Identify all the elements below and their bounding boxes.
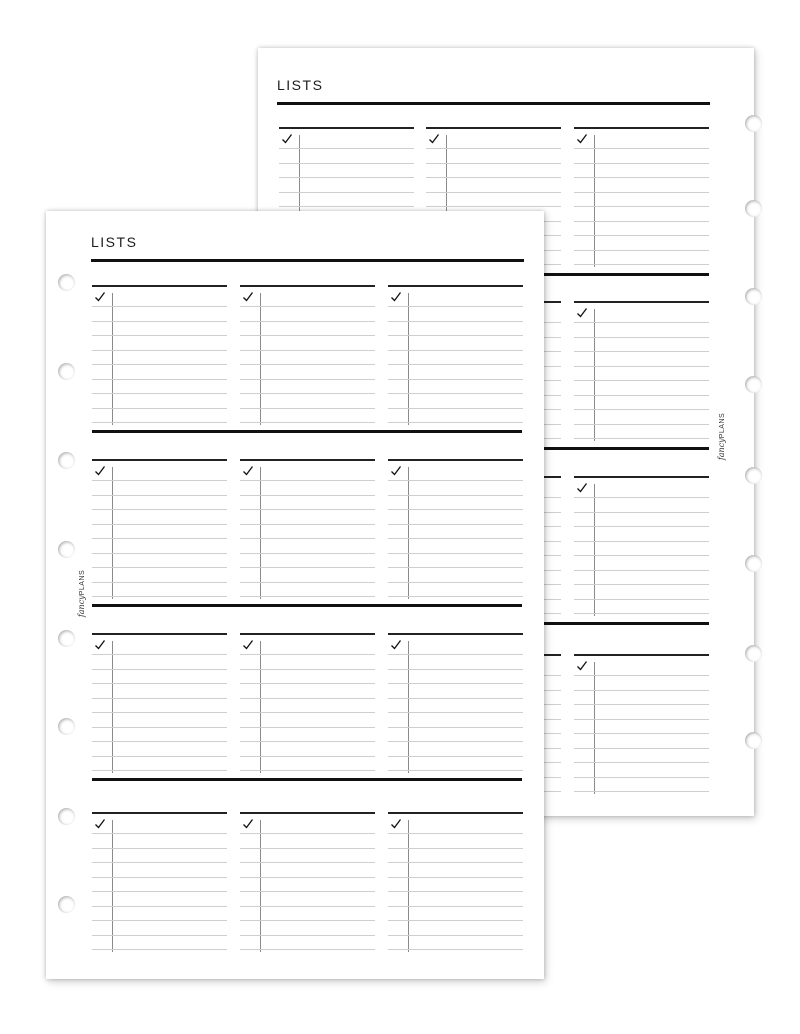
title-rule [91, 259, 524, 262]
list-line[interactable] [574, 791, 709, 792]
brand-mark: fancyPLANS [717, 412, 727, 461]
list-line[interactable] [92, 480, 227, 481]
list-line[interactable] [92, 949, 227, 950]
list-top-rule [388, 633, 523, 635]
list-line[interactable] [92, 524, 227, 525]
check-icon [576, 659, 588, 671]
binding-notch [745, 115, 762, 132]
list-line[interactable] [574, 541, 709, 542]
list-line[interactable] [574, 206, 709, 207]
checkbox-column-divider [112, 820, 113, 952]
checkbox-column-divider [408, 293, 409, 425]
check-icon [94, 290, 106, 302]
list-line[interactable] [574, 584, 709, 585]
list-line[interactable] [388, 833, 523, 834]
list-line[interactable] [388, 654, 523, 655]
binding-notch [58, 808, 75, 825]
list-line[interactable] [92, 567, 227, 568]
list-line[interactable] [574, 438, 709, 439]
binding-notch [58, 274, 75, 291]
checkbox-column-divider [594, 309, 595, 441]
section-divider [92, 430, 522, 433]
list-top-rule [92, 633, 227, 635]
list-line[interactable] [574, 409, 709, 410]
binding-notch [745, 467, 762, 484]
checkbox-column-divider [594, 662, 595, 794]
list-line[interactable] [92, 538, 227, 539]
list-line[interactable] [240, 698, 375, 699]
list-line[interactable] [388, 553, 523, 554]
list-box [92, 812, 227, 952]
check-icon [94, 464, 106, 476]
title-rule [277, 102, 710, 105]
list-line[interactable] [574, 380, 709, 381]
list-top-rule [388, 459, 523, 461]
check-icon [94, 638, 106, 650]
list-top-rule [92, 285, 227, 287]
list-line[interactable] [388, 935, 523, 936]
list-line[interactable] [388, 480, 523, 481]
list-line[interactable] [240, 393, 375, 394]
list-box [388, 812, 523, 952]
list-line[interactable] [240, 567, 375, 568]
list-line[interactable] [92, 862, 227, 863]
list-line[interactable] [426, 206, 561, 207]
list-line[interactable] [240, 538, 375, 539]
list-line[interactable] [240, 422, 375, 423]
checkbox-column-divider [112, 467, 113, 599]
checkbox-column-divider [594, 135, 595, 267]
list-line[interactable] [240, 862, 375, 863]
list-box [92, 459, 227, 599]
list-line[interactable] [92, 770, 227, 771]
list-line[interactable] [240, 495, 375, 496]
list-line[interactable] [388, 538, 523, 539]
list-line[interactable] [388, 306, 523, 307]
list-line[interactable] [240, 509, 375, 510]
list-line[interactable] [240, 727, 375, 728]
list-top-rule [279, 127, 414, 129]
checkbox-column-divider [408, 820, 409, 952]
list-line[interactable] [574, 192, 709, 193]
list-line[interactable] [388, 862, 523, 863]
list-box [388, 285, 523, 425]
list-box [388, 459, 523, 599]
front-planner-page [46, 211, 544, 979]
list-line[interactable] [240, 306, 375, 307]
list-line[interactable] [92, 335, 227, 336]
list-top-rule [92, 459, 227, 461]
list-line[interactable] [240, 741, 375, 742]
checkbox-column-divider [260, 467, 261, 599]
check-icon [390, 464, 402, 476]
list-line[interactable] [574, 264, 709, 265]
list-line[interactable] [240, 833, 375, 834]
checkbox-column-divider [260, 820, 261, 952]
checkbox-column-divider [408, 641, 409, 773]
list-line[interactable] [574, 424, 709, 425]
list-line[interactable] [92, 848, 227, 849]
list-line[interactable] [574, 148, 709, 149]
list-box [388, 633, 523, 773]
list-line[interactable] [388, 364, 523, 365]
check-icon [428, 132, 440, 144]
binding-notch [745, 732, 762, 749]
checkbox-column-divider [112, 293, 113, 425]
list-line[interactable] [92, 306, 227, 307]
list-line[interactable] [92, 683, 227, 684]
list-line[interactable] [92, 321, 227, 322]
list-line[interactable] [388, 582, 523, 583]
list-line[interactable] [240, 770, 375, 771]
list-line[interactable] [574, 351, 709, 352]
list-line[interactable] [574, 690, 709, 691]
list-line[interactable] [92, 495, 227, 496]
list-line[interactable] [240, 408, 375, 409]
list-line[interactable] [388, 741, 523, 742]
list-box [240, 633, 375, 773]
list-top-rule [574, 654, 709, 656]
list-line[interactable] [574, 235, 709, 236]
list-line[interactable] [92, 833, 227, 834]
list-line[interactable] [388, 567, 523, 568]
check-icon [242, 638, 254, 650]
list-line[interactable] [92, 582, 227, 583]
list-line[interactable] [388, 920, 523, 921]
list-line[interactable] [388, 891, 523, 892]
page-title: LISTS [91, 234, 138, 250]
check-icon [390, 290, 402, 302]
checkbox-column-divider [260, 641, 261, 773]
list-line[interactable] [426, 163, 561, 164]
list-line[interactable] [92, 906, 227, 907]
list-top-rule [574, 476, 709, 478]
list-line[interactable] [240, 596, 375, 597]
list-line[interactable] [388, 949, 523, 950]
check-icon [242, 464, 254, 476]
list-line[interactable] [279, 192, 414, 193]
list-line[interactable] [574, 221, 709, 222]
list-line[interactable] [92, 422, 227, 423]
list-line[interactable] [574, 599, 709, 600]
list-line[interactable] [240, 906, 375, 907]
list-line[interactable] [388, 756, 523, 757]
list-line[interactable] [240, 654, 375, 655]
list-line[interactable] [388, 683, 523, 684]
list-line[interactable] [240, 935, 375, 936]
list-line[interactable] [388, 422, 523, 423]
list-box [240, 812, 375, 952]
binding-notch [745, 645, 762, 662]
list-line[interactable] [240, 669, 375, 670]
list-top-rule [426, 127, 561, 129]
list-line[interactable] [92, 364, 227, 365]
list-line[interactable] [388, 848, 523, 849]
check-icon [576, 132, 588, 144]
list-line[interactable] [574, 777, 709, 778]
list-line[interactable] [92, 596, 227, 597]
list-line[interactable] [240, 848, 375, 849]
list-line[interactable] [92, 669, 227, 670]
list-line[interactable] [388, 509, 523, 510]
list-line[interactable] [574, 570, 709, 571]
list-line[interactable] [92, 920, 227, 921]
list-line[interactable] [574, 704, 709, 705]
list-top-rule [240, 812, 375, 814]
list-line[interactable] [92, 393, 227, 394]
check-icon [390, 817, 402, 829]
list-line[interactable] [92, 891, 227, 892]
list-line[interactable] [92, 712, 227, 713]
list-top-rule [240, 459, 375, 461]
list-line[interactable] [426, 177, 561, 178]
list-line[interactable] [240, 877, 375, 878]
list-line[interactable] [574, 719, 709, 720]
list-line[interactable] [388, 669, 523, 670]
list-line[interactable] [574, 512, 709, 513]
list-line[interactable] [92, 756, 227, 757]
list-line[interactable] [240, 920, 375, 921]
list-top-rule [240, 285, 375, 287]
list-line[interactable] [574, 163, 709, 164]
list-box [240, 459, 375, 599]
binding-notch [58, 896, 75, 913]
page-title: LISTS [277, 77, 324, 93]
list-line[interactable] [574, 613, 709, 614]
list-line[interactable] [388, 727, 523, 728]
checkbox-column-divider [408, 467, 409, 599]
list-line[interactable] [279, 163, 414, 164]
list-line[interactable] [240, 683, 375, 684]
list-line[interactable] [240, 379, 375, 380]
list-top-rule [240, 633, 375, 635]
list-top-rule [388, 812, 523, 814]
checkbox-column-divider [112, 641, 113, 773]
brand-mark: fancyPLANS [77, 569, 87, 618]
list-line[interactable] [388, 321, 523, 322]
list-top-rule [92, 812, 227, 814]
list-line[interactable] [92, 698, 227, 699]
list-line[interactable] [574, 337, 709, 338]
binding-notch [745, 200, 762, 217]
list-line[interactable] [240, 480, 375, 481]
list-line[interactable] [574, 497, 709, 498]
check-icon [242, 290, 254, 302]
list-line[interactable] [240, 524, 375, 525]
list-box [574, 301, 709, 441]
list-line[interactable] [574, 762, 709, 763]
list-line[interactable] [574, 555, 709, 556]
binding-notch [745, 376, 762, 393]
list-line[interactable] [388, 495, 523, 496]
list-box [240, 285, 375, 425]
check-icon [94, 817, 106, 829]
list-line[interactable] [574, 748, 709, 749]
list-box [574, 654, 709, 794]
list-line[interactable] [240, 335, 375, 336]
checkbox-column-divider [260, 293, 261, 425]
list-line[interactable] [92, 935, 227, 936]
list-line[interactable] [388, 335, 523, 336]
list-line[interactable] [92, 727, 227, 728]
list-line[interactable] [388, 408, 523, 409]
list-line[interactable] [388, 596, 523, 597]
list-line[interactable] [240, 949, 375, 950]
list-line[interactable] [92, 741, 227, 742]
list-line[interactable] [574, 395, 709, 396]
check-icon [390, 638, 402, 650]
list-top-rule [388, 285, 523, 287]
list-line[interactable] [574, 366, 709, 367]
list-line[interactable] [92, 350, 227, 351]
list-line[interactable] [240, 350, 375, 351]
list-line[interactable] [92, 553, 227, 554]
checkbox-column-divider [594, 484, 595, 616]
list-line[interactable] [240, 553, 375, 554]
list-line[interactable] [388, 712, 523, 713]
list-box [574, 476, 709, 616]
list-line[interactable] [92, 379, 227, 380]
list-box [92, 633, 227, 773]
binding-notch [58, 718, 75, 735]
list-top-rule [574, 301, 709, 303]
list-line[interactable] [388, 524, 523, 525]
check-icon [242, 817, 254, 829]
list-line[interactable] [574, 733, 709, 734]
binding-notch [58, 630, 75, 647]
list-line[interactable] [240, 321, 375, 322]
section-divider [92, 604, 522, 607]
list-line[interactable] [240, 364, 375, 365]
list-line[interactable] [574, 250, 709, 251]
binding-notch [745, 288, 762, 305]
list-line[interactable] [279, 206, 414, 207]
binding-notch [58, 541, 75, 558]
binding-notch [745, 555, 762, 572]
list-box [574, 127, 709, 267]
list-line[interactable] [92, 877, 227, 878]
list-line[interactable] [92, 408, 227, 409]
check-icon [576, 481, 588, 493]
list-line[interactable] [240, 756, 375, 757]
list-line[interactable] [279, 148, 414, 149]
list-line[interactable] [240, 582, 375, 583]
section-divider [92, 778, 522, 781]
list-line[interactable] [426, 148, 561, 149]
list-line[interactable] [388, 350, 523, 351]
list-line[interactable] [279, 177, 414, 178]
list-line[interactable] [240, 712, 375, 713]
check-icon [281, 132, 293, 144]
list-line[interactable] [92, 654, 227, 655]
list-line[interactable] [574, 322, 709, 323]
list-line[interactable] [388, 698, 523, 699]
list-line[interactable] [92, 509, 227, 510]
list-line[interactable] [388, 393, 523, 394]
list-line[interactable] [426, 192, 561, 193]
list-line[interactable] [388, 770, 523, 771]
binding-notch [58, 363, 75, 380]
list-line[interactable] [574, 177, 709, 178]
list-line[interactable] [574, 526, 709, 527]
check-icon [576, 306, 588, 318]
list-line[interactable] [388, 906, 523, 907]
list-line[interactable] [240, 891, 375, 892]
list-line[interactable] [388, 877, 523, 878]
list-top-rule [574, 127, 709, 129]
list-line[interactable] [574, 675, 709, 676]
list-box [92, 285, 227, 425]
list-line[interactable] [388, 379, 523, 380]
binding-notch [58, 452, 75, 469]
